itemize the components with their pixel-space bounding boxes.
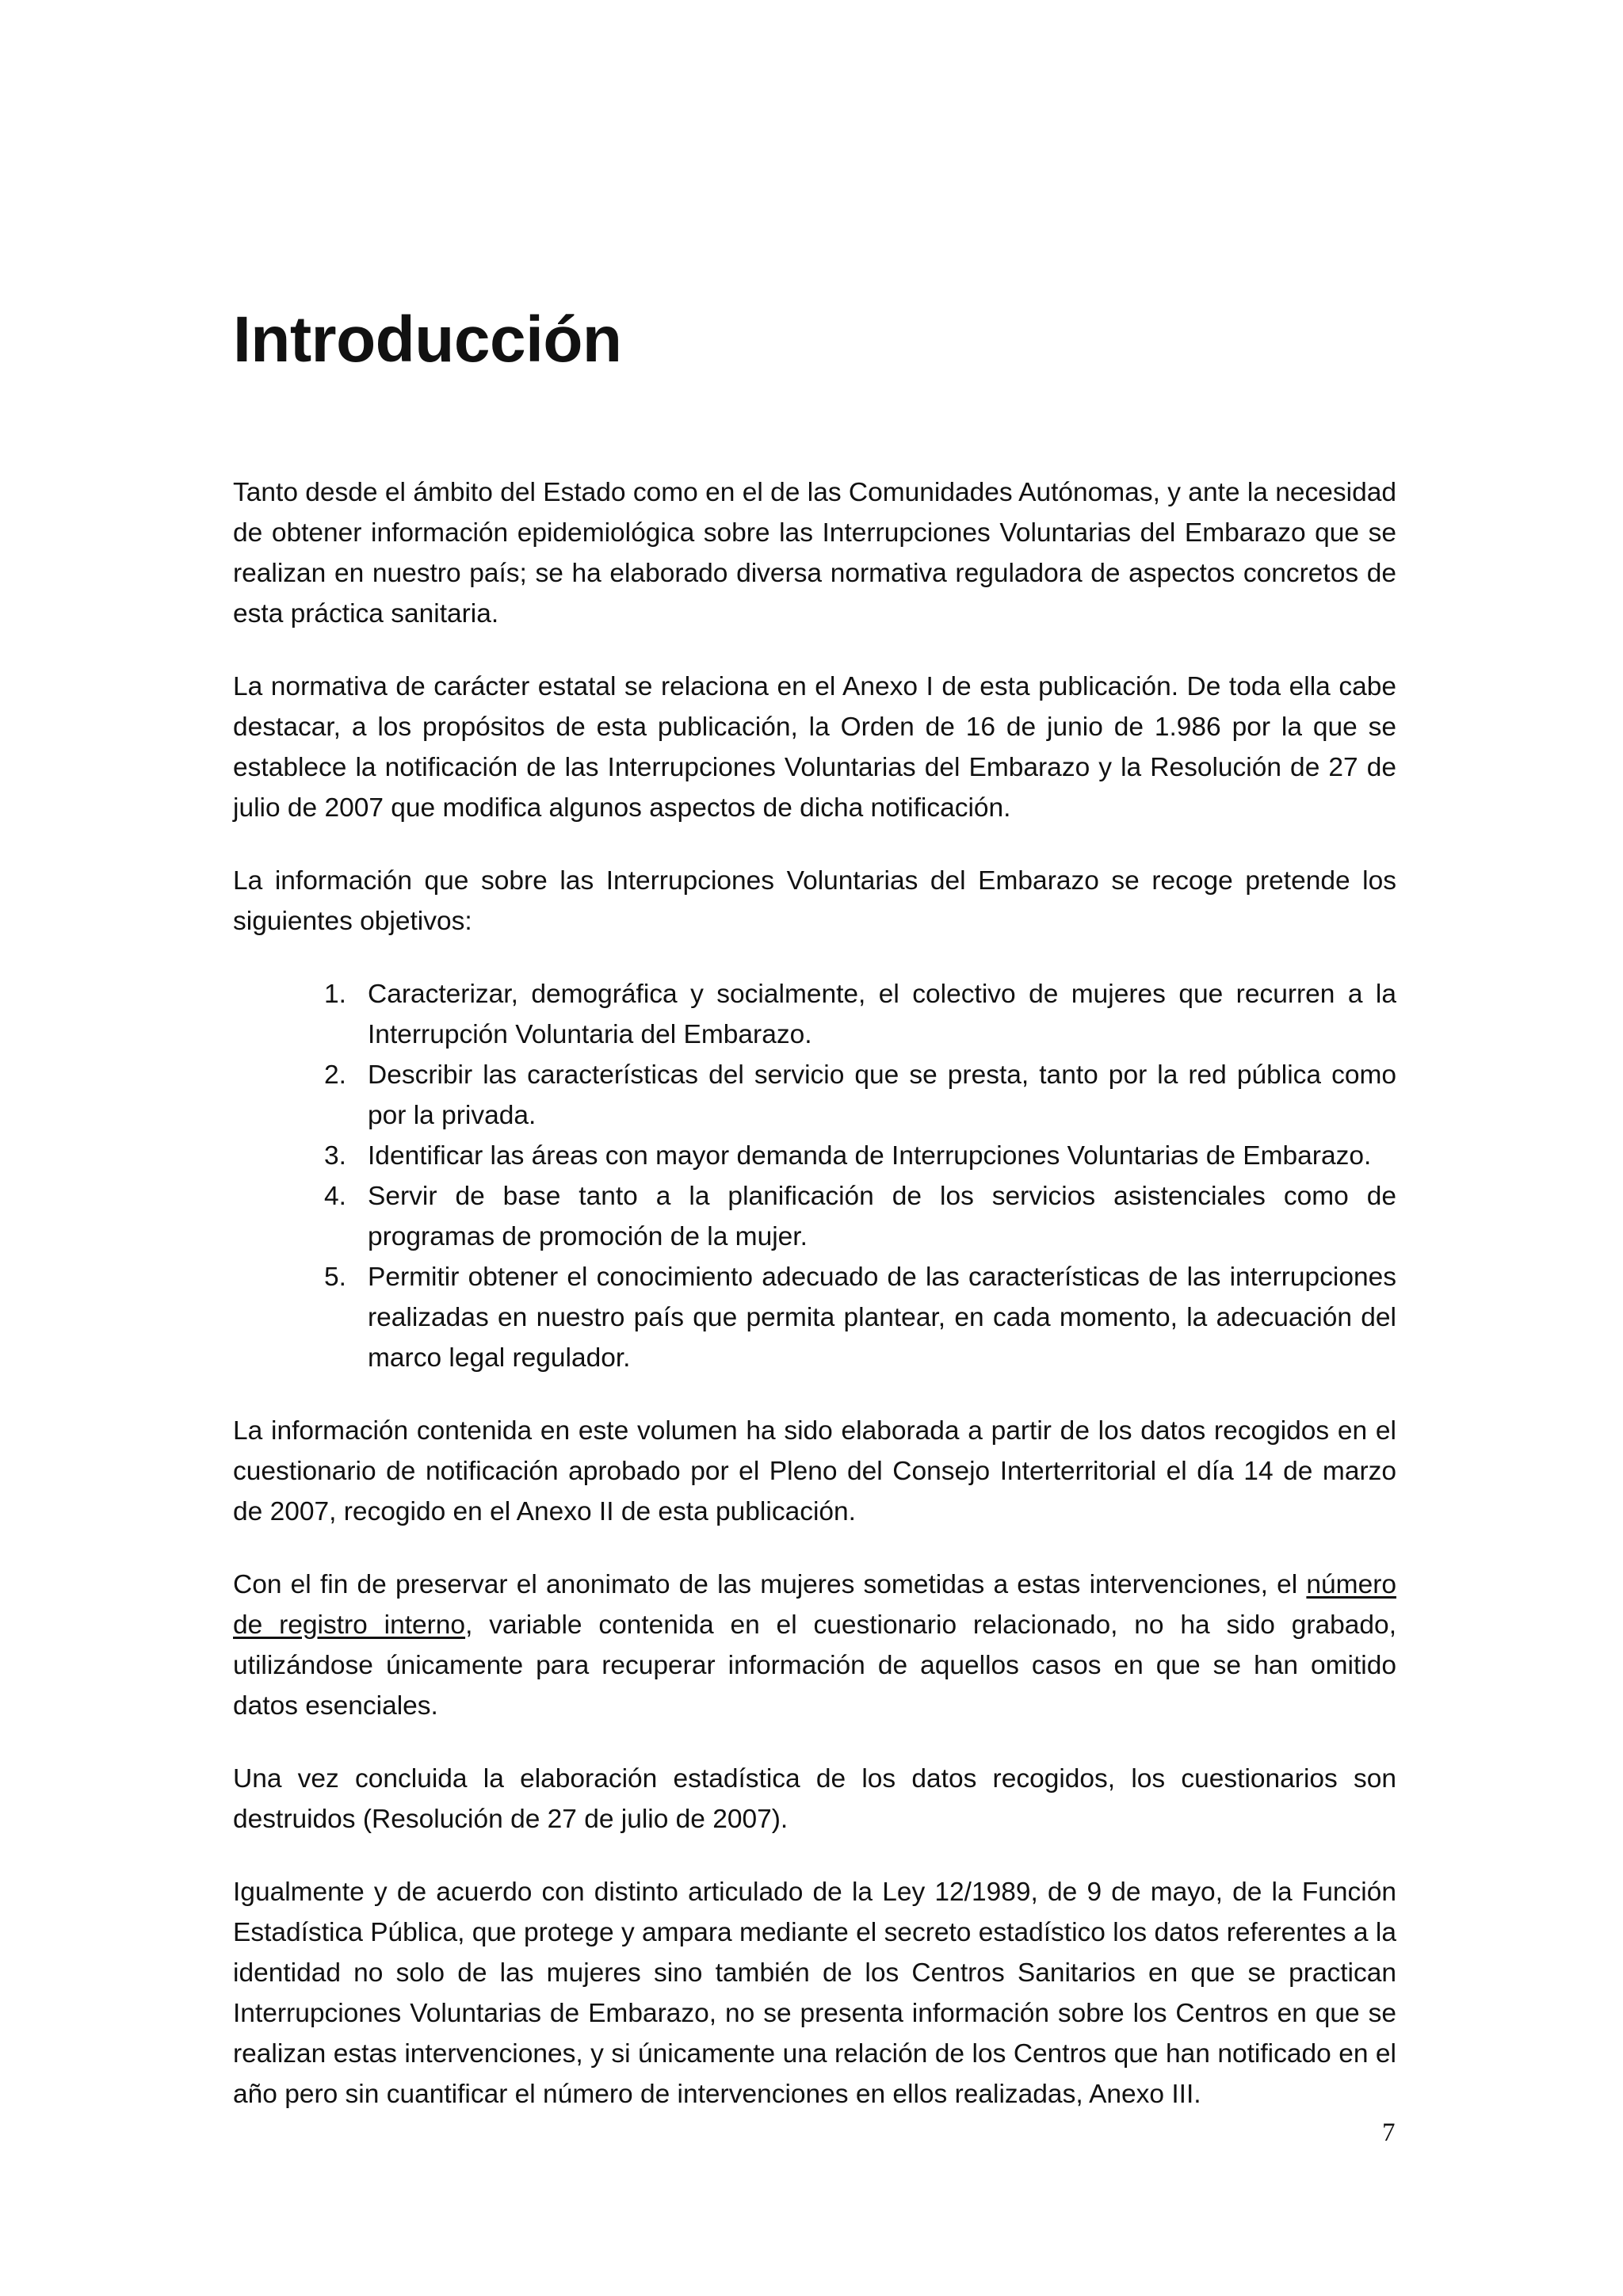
objective-item xyxy=(324,1257,1396,1378)
paragraph-6: Una vez concluida la elaboración estadística de los datos recogidos, los cuestionarios son destruidos (Resolución de 27 de julio de 2007). xyxy=(233,1764,1396,1834)
objective-text: Describir las características del servicio que se presta, tanto por la red pública como por la privada. xyxy=(368,1060,1396,1130)
page-number: 7 xyxy=(1382,2118,1396,2147)
paragraph-5 xyxy=(233,1564,1396,1726)
objective-item xyxy=(324,1055,1396,1136)
objective-text: Permitir obtener el conocimiento adecuado de las características de las interrupciones realizadas en nuestro país que permita plantear, en cada momento, la adecuación del marco legal regulador. xyxy=(368,1263,1396,1373)
objective-number: 3. xyxy=(324,1141,346,1171)
objective-number: 4. xyxy=(324,1182,346,1211)
paragraph-7: Igualmente y de acuerdo con distinto articulado de la Ley 12/1989, de 9 de mayo, de la Función Estadística Pública, que protege y ampara mediante el secreto estadístico los datos referentes a la identidad no solo de las mujeres sino también de los Centros Sanitarios en que se practican Interrupciones Voluntarias de Embarazo, no se presenta información sobre los Centros en que se realizan estas intervenciones, y si únicamente una relación de los Centros que han notificado en el año pero sin cuantificar el número de intervenciones en ellos realizadas, Anexo III. xyxy=(233,1878,1396,2109)
objective-text: Identificar las áreas con mayor demanda de Interrupciones Voluntarias de Embarazo. xyxy=(368,1141,1372,1171)
paragraph-5-text-end: , variable contenida en el cuestionario relacionado, no ha sido grabado, utilizándose únicamente para recuperar información de aquellos casos en que se han omitido datos esenciales. xyxy=(233,1610,1396,1721)
paragraph-5-text-start: Con el fin de preservar el anonimato de las mujeres sometidas a estas intervenciones, el xyxy=(233,1570,1307,1599)
objective-item xyxy=(324,1136,1396,1176)
paragraph-2: La normativa de carácter estatal se relaciona en el Anexo I de esta publicación. De toda ella cabe destacar, a los propósitos de esta publicación, la Orden de 16 de junio de 1.986 por la que se establece la notificación de las Interrupciones Voluntarias del Embarazo y la Resolución de 27 de julio de 2007 que modifica algunos aspectos de dicha notificación. xyxy=(233,672,1396,823)
page-title: Introducción xyxy=(233,304,622,376)
objective-number: 2. xyxy=(324,1060,346,1090)
objective-number: 1. xyxy=(324,980,346,1009)
paragraph-4: La información contenida en este volumen ha sido elaborada a partir de los datos recogidos en el cuestionario de notificación aprobado por el Pleno del Consejo Interterritorial el día 14 de marzo de 2007, recogido en el Anexo II de esta publicación. xyxy=(233,1416,1396,1526)
objective-item xyxy=(324,1176,1396,1257)
objective-text: Servir de base tanto a la planificación de los servicios asistenciales como de programas de promoción de la mujer. xyxy=(368,1182,1396,1251)
body-text xyxy=(233,472,1396,2147)
paragraph-1: Tanto desde el ámbito del Estado como en el de las Comunidades Autónomas, y ante la necesidad de obtener información epidemiológica sobre las Interrupciones Voluntarias del Embarazo que se realizan en nuestro país; se ha elaborado diversa normativa reguladora de aspectos concretos de esta práctica sanitaria. xyxy=(233,478,1396,628)
objective-number: 5. xyxy=(324,1263,346,1292)
objective-text: Caracterizar, demográfica y socialmente, el colectivo de mujeres que recurren a la Interrupción Voluntaria del Embarazo. xyxy=(368,980,1396,1049)
objective-item xyxy=(324,974,1396,1055)
paragraph-3: La información que sobre las Interrupciones Voluntarias del Embarazo se recoge pretende los siguientes objetivos: xyxy=(233,866,1396,936)
objectives-list xyxy=(233,974,1396,1378)
registro-interno-term: número de registro interno xyxy=(233,1570,1396,1640)
